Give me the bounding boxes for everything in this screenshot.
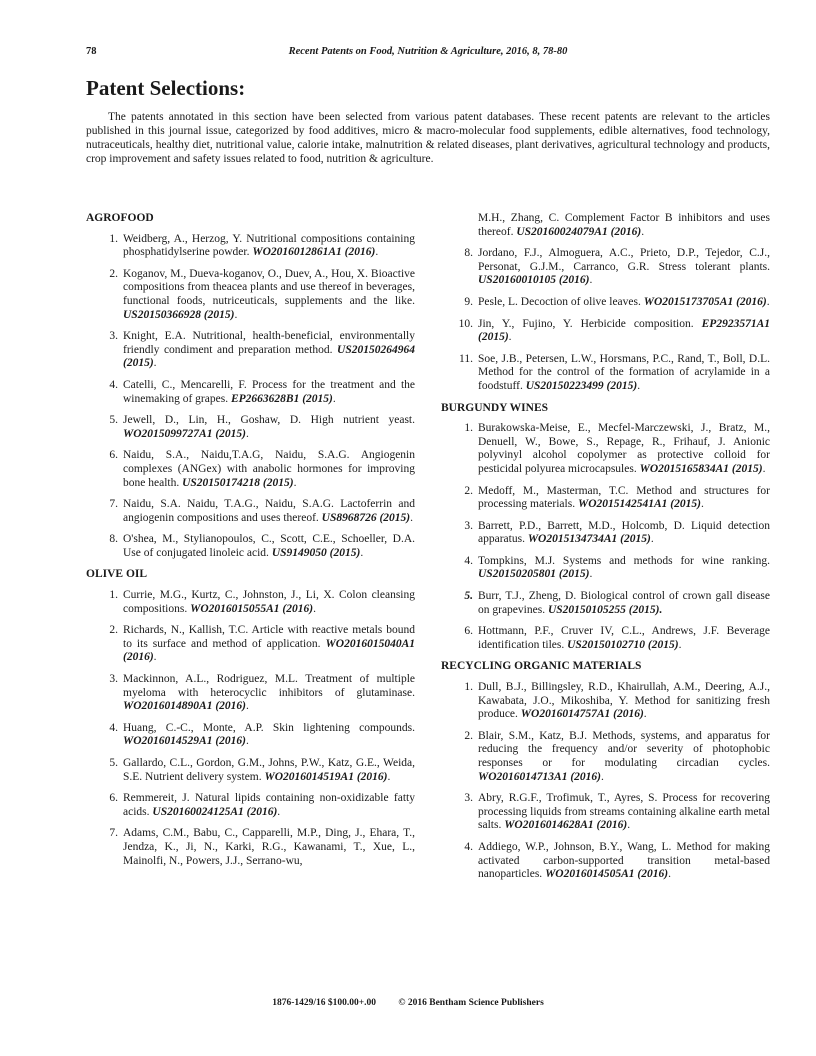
patent-entry <box>86 330 415 371</box>
patent-number: US20150102710 (2015) <box>567 638 679 651</box>
entry-end: . <box>668 868 671 881</box>
patent-number: US20150223499 (2015) <box>525 379 638 392</box>
entry-text: M.H., Zhang, C. Complement Factor B inhibitors and uses thereof. <box>478 212 770 238</box>
entry-text: Jordano, F.J., Almoguera, A.C., Prieto, D.P., Tejedor, C.J., Personat, G.J.M., Carranco, G.R. Stress tolerant plants. <box>478 247 770 273</box>
entry-text: Adams, C.M., Babu, C., Capparelli, M.P., Ding, J., Ehara, T., Jendza, K., Ji, N., Karki, R.G., Kawanami, T., Xue, L., Mainolfi, N., Powers, J.J., Serrano-wu, <box>123 827 415 867</box>
patent-entry <box>86 624 415 665</box>
entry-text: Abry, R.G.F., Trofimuk, T., Ayres, S. Process for recovering processing liquids from streams containing alkaline earth metal salts. <box>478 792 770 832</box>
patent-entry <box>441 590 770 617</box>
patent-list <box>441 422 770 652</box>
entry-number: 8. <box>464 247 473 260</box>
patent-number: US20160024079A1 (2016) <box>516 225 642 238</box>
entry-end: . <box>246 700 249 713</box>
entry-number: 6. <box>464 625 473 638</box>
patent-number: US20150366928 (2015) <box>123 308 235 321</box>
entry-number: 5. <box>109 414 118 427</box>
entry-end: . <box>508 331 512 344</box>
patent-entry <box>86 533 415 560</box>
entry-text: Knight, E.A. Nutritional, health-beneficial, environmentally friendly condiment and preparation method. <box>123 330 415 356</box>
entry-text: Remmereit, J. Natural lipids containing non-oxidizable fatty acids. <box>123 792 415 818</box>
entry-number: 2. <box>109 624 118 637</box>
patent-number: WO2016015040A1 (2016) <box>123 637 415 664</box>
patent-list <box>441 681 770 882</box>
patent-entry <box>441 422 770 476</box>
entry-end: . <box>766 295 770 308</box>
patent-entry <box>441 730 770 784</box>
copyright: © 2016 Bentham Science Publishers <box>398 998 544 1008</box>
left-column <box>86 212 415 876</box>
entry-number: 2. <box>109 267 118 280</box>
section-agrofood <box>86 212 415 560</box>
entry-number: 2. <box>464 729 473 742</box>
entry-number: 1. <box>109 232 118 245</box>
entry-text: Koganov, M., Dueva-koganov, O., Duev, A., Hou, X. Bioactive compositions from theacea plants and use thereof in beverages, functional foods, nutriceuticals, supplements and the like. <box>123 267 415 307</box>
entry-end: . <box>637 379 641 392</box>
right-column <box>441 212 770 890</box>
patent-entry <box>86 379 415 406</box>
patent-number: WO2015099727A1 (2015) <box>123 427 246 440</box>
patent-number: EP2663628B1 (2015) <box>230 392 333 405</box>
patent-entry <box>86 757 415 784</box>
entry-number: 3. <box>109 673 118 686</box>
page-number: 78 <box>86 46 97 57</box>
entry-number: 4. <box>109 378 118 391</box>
entry-text: Blair, S.M., Katz, B.J. Methods, systems, and apparatus for reducing the frequency and/or severity of photophobic responses or for modulating circadian cycles. <box>478 729 770 769</box>
section-continued <box>441 247 770 393</box>
patent-entry <box>441 296 770 310</box>
patent-number: WO2015134734A1 (2015) <box>527 533 651 546</box>
entry-text: Medoff, M., Masterman, T.C. Method and structures for processing materials. <box>478 484 770 511</box>
entry-number: 4. <box>464 840 473 853</box>
patent-list <box>86 233 415 561</box>
entry-number: 6. <box>109 449 118 462</box>
entry-end: . <box>387 770 391 783</box>
patent-number: US8968726 (2015) <box>321 511 411 524</box>
entry-text: Naidu, S.A. Naidu, T.A.G., Naidu, S.A.G. Lactoferrin and angiogenin compositions and uses thereof. <box>123 498 415 524</box>
patent-number: WO2015142541A1 (2015) <box>577 498 701 511</box>
entry-text: Catelli, C., Mencarelli, F. Process for the treatment and the winemaking of grapes. <box>123 378 415 405</box>
entry-text: Burr, T.J., Zheng, D. Biological control of crown gall disease on grapevines. <box>478 590 770 616</box>
entry-text: Hottmann, P.F., Cruver IV, C.L., Andrews, J.F. Beverage identification tiles. <box>478 625 770 651</box>
patent-number: WO2016014713A1 (2016) <box>478 770 601 783</box>
entry-number: 4. <box>109 721 118 734</box>
patent-entry <box>86 827 415 868</box>
patent-entry <box>441 792 770 833</box>
entry-text: Pesle, L. Decoction of olive leaves. <box>478 295 641 308</box>
patent-number: WO2016014890A1 (2016) <box>123 700 246 713</box>
entry-number: 5. <box>109 757 118 769</box>
entry-number: 3. <box>464 519 473 532</box>
patent-list <box>441 247 770 393</box>
entry-end: . <box>650 533 654 546</box>
patent-entry <box>441 247 770 288</box>
patent-entry <box>86 268 415 322</box>
page-title: Patent Selections: <box>86 76 246 100</box>
intro-paragraph: The patents annotated in this section have been selected from various patent databases. These recent patents are relevant to the articles published in this journal issue, categorized by food additives, micro & macro-molecular food supplements, edible alternatives, food technology, nutraceuticals, healthy diet, nutritional value, calorie intake, malnutrition & related diseases, plant derivatives, agricultural technology and products, crop improvement and safety issues related to food, nutrition & agriculture. <box>86 111 770 165</box>
entry-number: 7. <box>109 498 118 511</box>
patent-number: US9149050 (2015) <box>271 546 361 559</box>
patent-number: WO2015165834A1 (2015) <box>639 462 763 475</box>
entry-text: Currie, M.G., Kurtz, C., Johnston, J., Li, X. Colon cleansing compositions. <box>123 589 415 615</box>
entry-end: . <box>678 638 682 651</box>
entry-text: Addiego, W.P., Johnson, B.Y., Wang, L. Method for making activated carbon-supported transition metal-based nanoparticles. <box>478 840 770 881</box>
entry-end: . <box>153 357 157 370</box>
entry-text: Richards, N., Kallish, T.C. Article with reactive metals bound to its surface and method of application. <box>123 624 415 650</box>
entry-text: Gallardo, C.L., Gordon, G.M., Johns, P.W., Katz, G.E., Weida, S.E. Nutrient delivery system. <box>123 757 415 783</box>
patent-number: WO2016014529A1 (2016) <box>123 735 246 748</box>
entry-number: 8. <box>109 533 118 546</box>
entry-end: . <box>246 735 249 748</box>
entry-end: . <box>277 805 281 818</box>
entry-number: 7. <box>109 827 118 840</box>
entry-text: Tompkins, M.J. Systems and methods for wine ranking. <box>478 554 770 567</box>
patent-entry <box>441 625 770 652</box>
patent-number: WO2016015055A1 (2016) <box>190 602 314 615</box>
patent-number: US20160024125A1 (2016) <box>152 805 278 818</box>
entry-number: 3. <box>109 330 118 343</box>
entry-number: 3. <box>464 792 473 805</box>
issn-price: 1876-1429/16 $100.00+.00 <box>272 998 377 1008</box>
entry-end: . <box>360 546 364 559</box>
entry-number: 9. <box>464 295 473 308</box>
entry-end: . <box>762 462 766 475</box>
patent-entry <box>441 841 770 882</box>
patent-entry <box>86 589 415 616</box>
entry-end: . <box>234 308 238 321</box>
patent-number: US20150174218 (2015) <box>182 476 294 489</box>
patent-entry <box>86 449 415 490</box>
section-burgundy-wines <box>441 402 770 653</box>
patent-number: EP2923571A1 (2015) <box>478 317 771 344</box>
entry-number: 4. <box>464 554 473 567</box>
patent-entry <box>441 353 770 394</box>
patent-number: WO2016014757A1 (2016) <box>520 708 644 721</box>
patent-number: WO2016014628A1 (2016) <box>504 819 628 832</box>
patent-number: WO2015173705A1 (2016) <box>643 295 767 308</box>
patent-entry <box>441 555 770 582</box>
entry-number: 1. <box>109 589 118 602</box>
section-olive-oil <box>86 568 415 868</box>
section-recycling-organic-materials <box>441 660 770 881</box>
entry-text: Jewell, D., Lin, H., Goshaw, D. High nutrient yeast. <box>123 414 415 427</box>
patent-entry <box>441 318 770 345</box>
entry-end: . <box>643 708 647 721</box>
entry-end: . <box>246 427 249 440</box>
patent-number: WO2016012861A1 (2016) <box>252 246 376 259</box>
section-heading: RECYCLING ORGANIC MATERIALS <box>441 660 642 673</box>
entry-text: Mackinnon, A.L., Rodriguez, M.L. Treatment of multiple myeloma with heterocyclic inhibitors of glutaminase. <box>123 673 415 699</box>
entry-end: . <box>313 602 316 615</box>
journal-name: Recent Patents on Food, Nutrition & Agriculture, <box>288 46 504 57</box>
entry-text: O'shea, M., Stylianopoulos, C., Scott, C.E., Schoeller, D.A. Use of conjugated linoleic acid. <box>123 533 415 559</box>
entry-end: . <box>153 651 157 664</box>
entry-end: . <box>589 274 593 287</box>
patent-number: US20160010105 (2016) <box>478 274 590 287</box>
entry-text: Burakowska-Meise, E., Mecfel-Marczewski, J., Bratz, M., Denuell, W., Bowe, S., Repage, R., Frihauf, J. Anionic polyvinyl alcohol copolymer as protective colloid for pesticidal polyurea microcapsules. <box>478 422 770 475</box>
entry-end: . <box>410 511 414 524</box>
entry-number: 2. <box>464 484 473 497</box>
patent-number: US20150205801 (2015) <box>478 568 590 581</box>
patent-entry <box>86 498 415 525</box>
entry-end: . <box>627 819 631 832</box>
entry-end: . <box>601 770 604 783</box>
entry-end: . <box>375 246 379 259</box>
entry-text: Dull, B.J., Billingsley, R.D., Khairullah, A.M., Deering, A.J., Kawabata, J.O., Mikoshiba, Y. Method for sanitizing fresh produce. <box>478 681 770 721</box>
section-heading: BURGUNDY WINES <box>441 401 549 414</box>
patent-entry <box>86 233 415 260</box>
entry-end: . <box>589 568 593 581</box>
patent-list <box>86 589 415 868</box>
entry-number: 1. <box>464 681 473 694</box>
patent-entry <box>441 520 770 547</box>
entry-text: Soe, J.B., Petersen, L.W., Horsmans, P.C., Rand, T., Boll, D.L. Method for the control of the formation of acrylamide in a foodstuff. <box>478 352 770 392</box>
patent-entry <box>86 414 415 441</box>
patent-entry <box>86 722 415 749</box>
patent-entry <box>441 681 770 722</box>
entry-text: Huang, C.-C., Monte, A.P. Skin lightening compounds. <box>123 721 415 734</box>
journal-citation <box>86 46 770 57</box>
entry-number: 11. <box>459 352 473 365</box>
patent-number: WO2016014519A1 (2016) <box>264 770 388 783</box>
entry-text: Jin, Y., Fujino, Y. Herbicide composition. <box>478 317 694 330</box>
section-heading: AGROFOOD <box>86 212 154 224</box>
entry-number: 10. <box>458 317 473 330</box>
entry-text: Naidu, S.A., Naidu,T.A.G, Naidu, S.A.G. Angiogenin complexes (ANGex) with anabolic hormones for improving bone health. <box>123 449 415 489</box>
journal-year-volume: 2016, 8, 78-80 <box>506 46 568 57</box>
patent-number: US20150105255 (2015). <box>547 603 663 616</box>
entry-number: 5. <box>464 590 473 603</box>
entry-number: 6. <box>109 792 118 805</box>
entry-end: . <box>293 476 297 489</box>
section-heading: OLIVE OIL <box>86 568 148 581</box>
footer <box>0 998 816 1008</box>
entry-text: Weidberg, A., Herzog, Y. Nutritional compositions containing phosphatidylserine powder. <box>123 232 415 259</box>
entry-end: . <box>332 392 336 405</box>
entry-text: Barrett, P.D., Barrett, M.D., Holcomb, D. Liquid detection apparatus. <box>478 519 770 546</box>
patent-number: WO2016014505A1 (2016) <box>545 868 669 881</box>
continued-entry: M.H., Zhang, C. Complement Factor B inhibitors and uses thereof. US20160024079A1 (2016). <box>478 212 770 238</box>
patent-entry <box>441 485 770 512</box>
patent-number: US20150264964 (2015) <box>123 343 415 370</box>
entry-end: . <box>700 498 704 511</box>
patent-entry <box>86 792 415 819</box>
patent-entry <box>86 673 415 714</box>
entry-number: 1. <box>464 422 473 435</box>
